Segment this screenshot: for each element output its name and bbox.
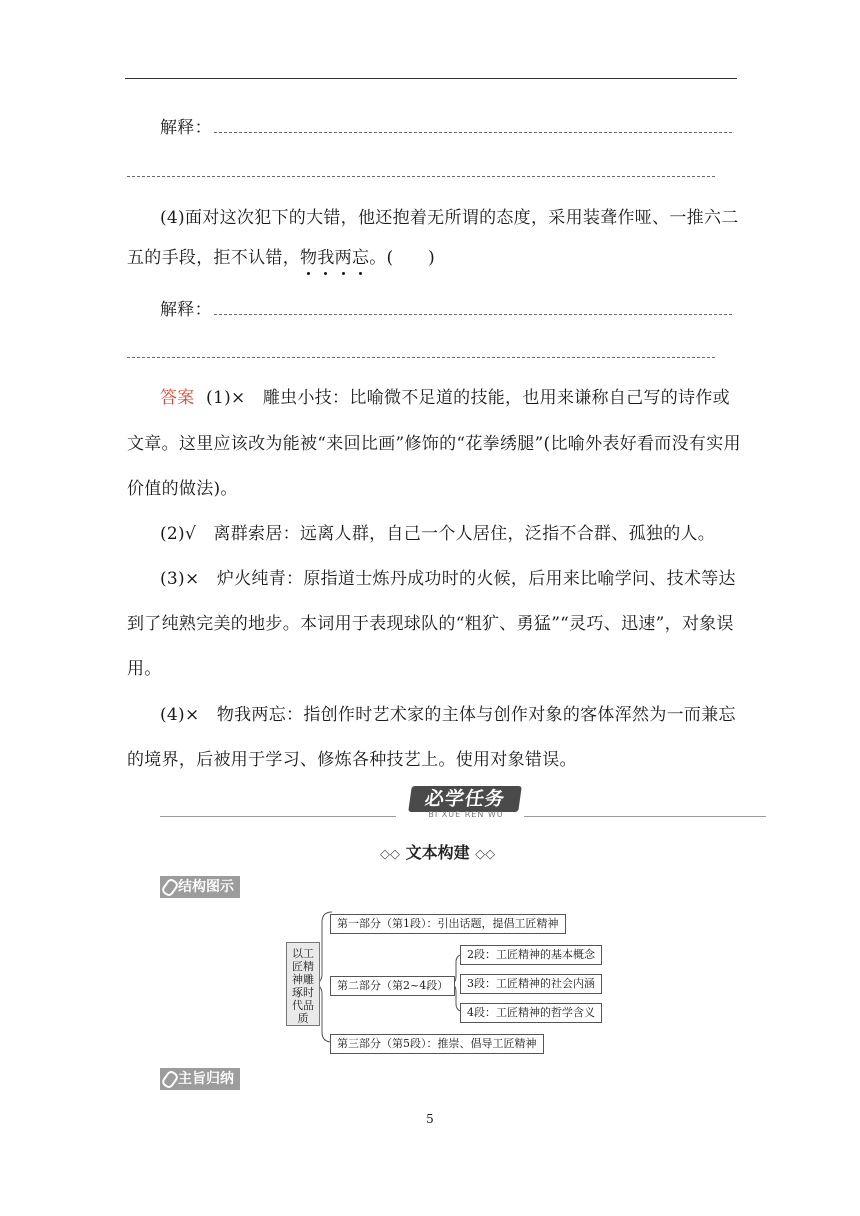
emphasis-char: 物	[300, 248, 318, 268]
answer-2: (2)√ 离群索居：远离人群，自己一个人居住，泛指不合群、孤独的人。	[160, 524, 716, 544]
section-banner: 必学任务	[408, 786, 522, 812]
explain-label: 解释：	[160, 300, 212, 320]
diagram-sub-2: 3段：工匠精神的社会内涵	[460, 974, 602, 994]
diagram-part-2: 第二部分（第2~4段）	[330, 976, 455, 996]
answer-text: (1)× 雕虫小技：比喻微不足道的技能，也用来谦称自己写的诗作或	[206, 388, 730, 408]
diamond-ornament-icon: ◇◇	[475, 847, 496, 862]
tag-label: 结构图示	[178, 879, 234, 895]
answer-1-line3: 价值的做法)。	[127, 479, 238, 499]
section-title-text: 文本构建	[405, 843, 470, 862]
answer-3-line1: (3)× 炉火纯青：原指道士炼丹成功时的火候，后用来比喻学问、技术等达	[160, 569, 736, 589]
answer-4-line2: 的境界，后被用于学习、修炼各种技艺上。使用对象错误。	[127, 750, 577, 770]
emphasis-char: 我	[317, 248, 335, 268]
tag-label: 主旨归纳	[178, 1071, 234, 1087]
answer-1-line2: 文章。这里应该改为能被“来回比画”修饰的“花拳绣腿”(比喻外表好看而没有实用	[127, 434, 741, 454]
tag-theme	[160, 1068, 240, 1090]
answer-label: 答案	[160, 388, 195, 408]
paperclip-icon	[160, 1069, 180, 1090]
section-banner-pinyin: BI XUE REN WU	[428, 810, 504, 819]
explain-label: 解释：	[160, 118, 212, 138]
answer-3-line2: 到了纯熟完美的地步。本词用于表现球队的“粗犷、勇猛”“灵巧、迅速”，对象误	[127, 614, 734, 634]
emphasis-char: 忘	[351, 248, 370, 268]
answer-3-line3: 用。	[127, 659, 162, 679]
answer-4-line1: (4)× 物我两忘：指创作时艺术家的主体与创作对象的客体浑然为一而兼忘	[160, 705, 736, 725]
diagram-sub-3: 4段：工匠精神的哲学含义	[460, 1003, 602, 1023]
diagram-part-3: 第三部分（第5段）：推崇、倡导工匠精神	[330, 1034, 544, 1054]
diamond-ornament-icon: ◇◇	[380, 847, 400, 862]
question-text: 五的手段，拒不认错，	[127, 248, 300, 268]
emphasis-char: 两	[334, 248, 352, 268]
question-item-4-line1: (4)面对这次犯下的大错，他还抱着无所谓的态度，采用装聋作哑、一推六二	[160, 208, 739, 228]
page-number: 5	[426, 1112, 434, 1126]
diagram-root: 以工匠精神雕琢时代品质	[286, 942, 320, 1026]
diagram-part-1: 第一部分（第1段）：引出话题，提倡工匠精神	[330, 914, 566, 934]
question-text: 。( )	[369, 248, 436, 268]
diagram-sub-1: 2段：工匠精神的基本概念	[460, 945, 602, 965]
